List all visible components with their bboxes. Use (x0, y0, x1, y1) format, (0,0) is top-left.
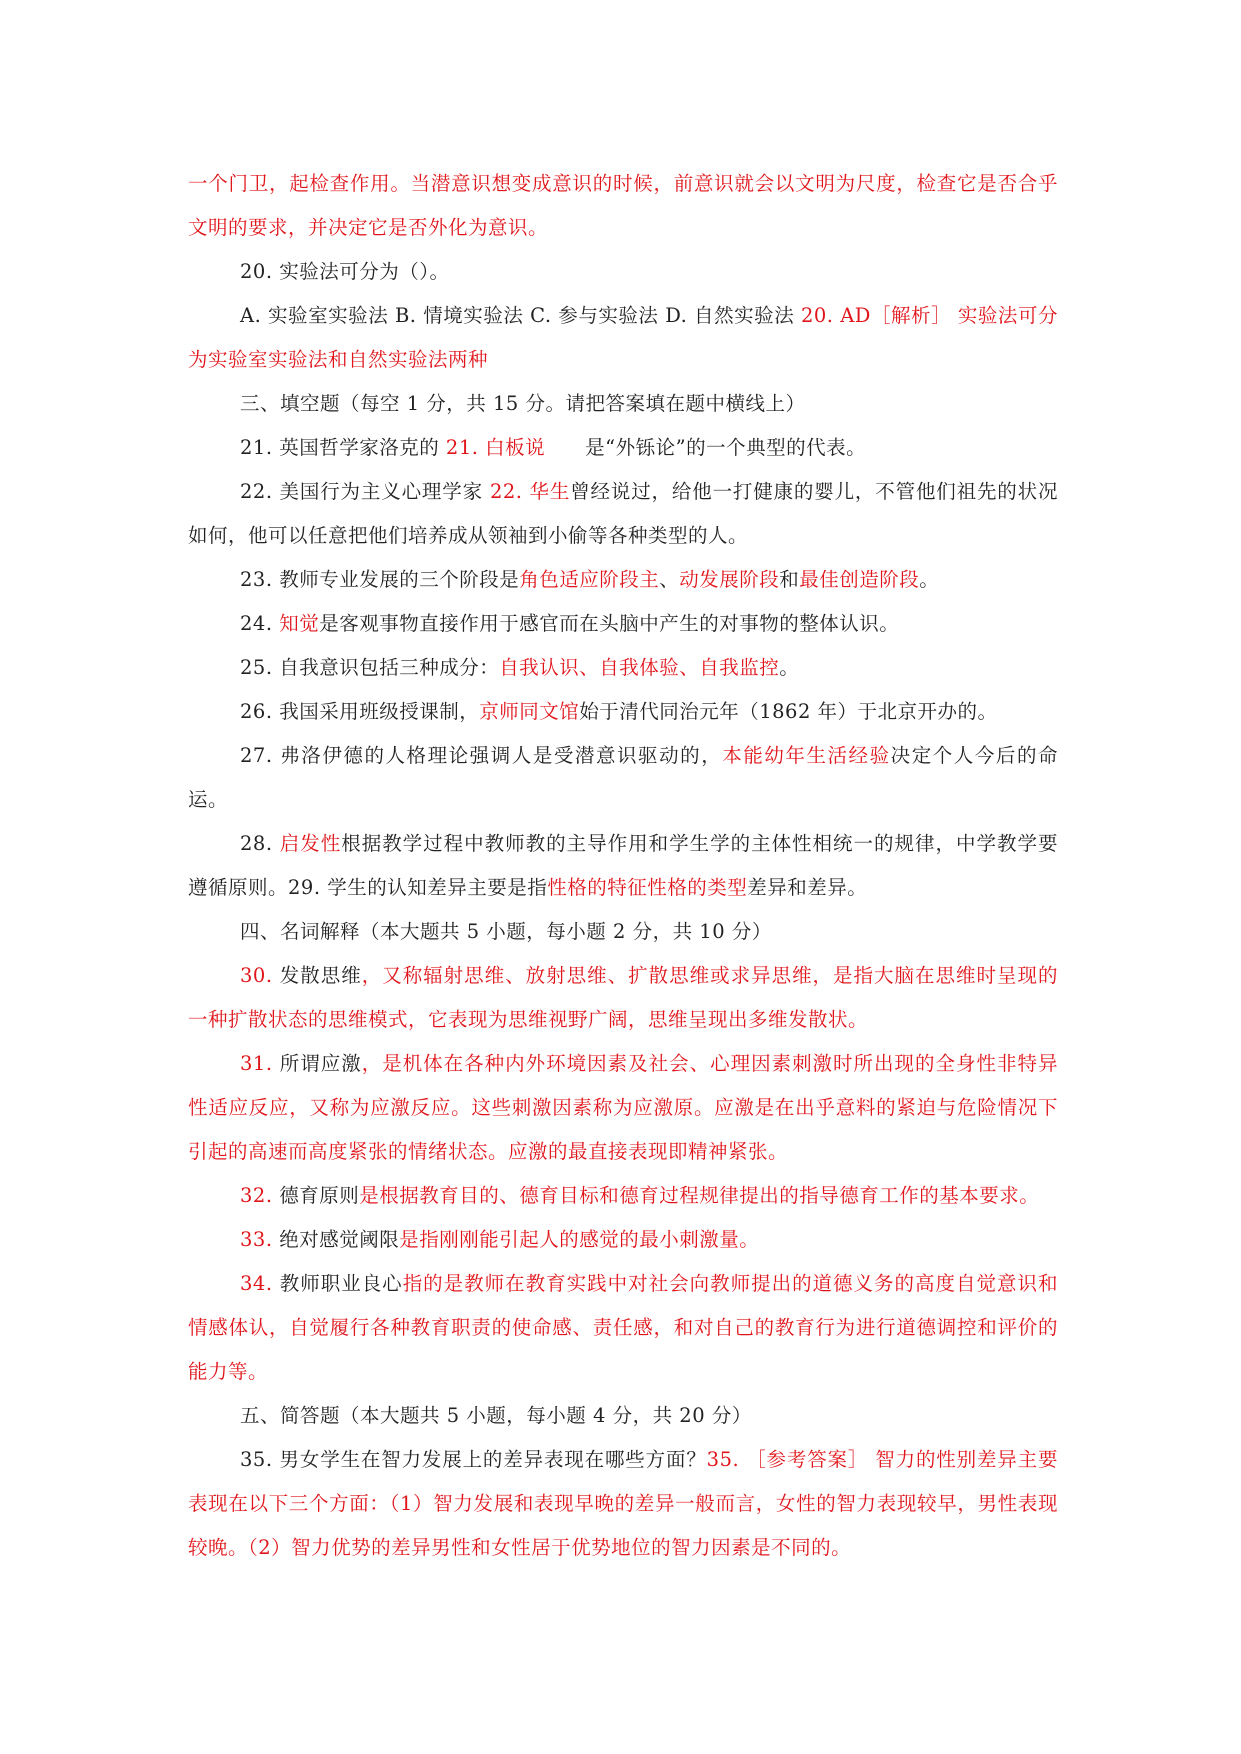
term-32: 32. 德育原则是根据教育目的、德育目标和德育过程规律提出的指导德育工作的基本要求。 (240, 1184, 1040, 1207)
question-25: 25. 自我意识包括三种成分：自我认识、自我体验、自我监控。 (240, 656, 800, 679)
question-35: 35. 男女学生在智力发展上的差异表现在哪些方面？35. ［参考答案］ 智力的性别差异主要表现在以下三个方面：（1）智力发展和表现早晚的差异一般而言，女性的智力表现较早，男性表现较晚。（2）智力优势的差异男性和女性居于优势地位的智力因素是不同的。 (188, 1448, 1058, 1559)
question-24: 24. 知觉是客观事物直接作用于感官而在头脑中产生的对事物的整体认识。 (240, 612, 900, 635)
question-20: 20. 实验法可分为（）。 (240, 260, 450, 283)
question-20-options: A. 实验室实验法 B. 情境实验法 C. 参与实验法 D. 自然实验法 20. AD［解析］ 实验法可分为实验室实验法和自然实验法两种 (188, 304, 1058, 371)
question-23: 23. 教师专业发展的三个阶段是角色适应阶段主、动发展阶段和最佳创造阶段。 (240, 568, 940, 591)
question-27: 27. 弗洛伊德的人格理论强调人是受潜意识驱动的，本能幼年生活经验决定个人今后的命运。 (188, 744, 1058, 811)
paragraph-0: 一个门卫，起检查作用。当潜意识想变成意识的时候，前意识就会以文明为尺度，检查它是否合乎文明的要求，并决定它是否外化为意识。 (188, 172, 1058, 239)
term-31: 31. 所谓应激，是机体在各种内外环境因素及社会、心理因素刺激时所出现的全身性非特异性适应反应，又称为应激反应。这些刺激因素称为应激原。应激是在出乎意料的紧迫与危险情况下引起的高速而高度紧张的情绪状态。应激的最直接表现即精神紧张。 (188, 1052, 1058, 1163)
section-heading-5: 五、简答题（本大题共 5 小题，每小题 4 分，共 20 分） (240, 1404, 752, 1427)
document-page (188, 162, 1058, 1570)
question-28-29: 28. 启发性根据教学过程中教师教的主导作用和学生学的主体性相统一的规律，中学教学要遵循原则。29. 学生的认知差异主要是指性格的特征性格的类型差异和差异。 (188, 832, 1058, 899)
question-26: 26. 我国采用班级授课制，京师同文馆始于清代同治元年（1862 年）于北京开办的。 (240, 700, 998, 723)
question-21: 21. 英国哲学家洛克的 21. 白板说 是“外铄论”的一个典型的代表。 (240, 436, 867, 459)
term-34: 34. 教师职业良心指的是教师在教育实践中对社会向教师提出的道德义务的高度自觉意识和情感体认，自觉履行各种教育职责的使命感、责任感，和对自己的教育行为进行道德调控和评价的能力等。 (188, 1272, 1058, 1383)
term-30: 30. 发散思维，又称辐射思维、放射思维、扩散思维或求异思维，是指大脑在思维时呈现的一种扩散状态的思维模式，它表现为思维视野广阔，思维呈现出多维发散状。 (188, 964, 1058, 1031)
section-heading-3: 三、填空题（每空 1 分，共 15 分。请把答案填在题中横线上） (240, 392, 806, 415)
term-33: 33. 绝对感觉阈限是指刚刚能引起人的感觉的最小刺激量。 (240, 1228, 760, 1251)
question-22: 22. 美国行为主义心理学家 22. 华生曾经说过，给他一打健康的婴儿，不管他们祖先的状况如何，他可以任意把他们培养成从领袖到小偷等各种类型的人。 (188, 480, 1058, 547)
section-heading-4: 四、名词解释（本大题共 5 小题，每小题 2 分，共 10 分） (240, 920, 772, 943)
